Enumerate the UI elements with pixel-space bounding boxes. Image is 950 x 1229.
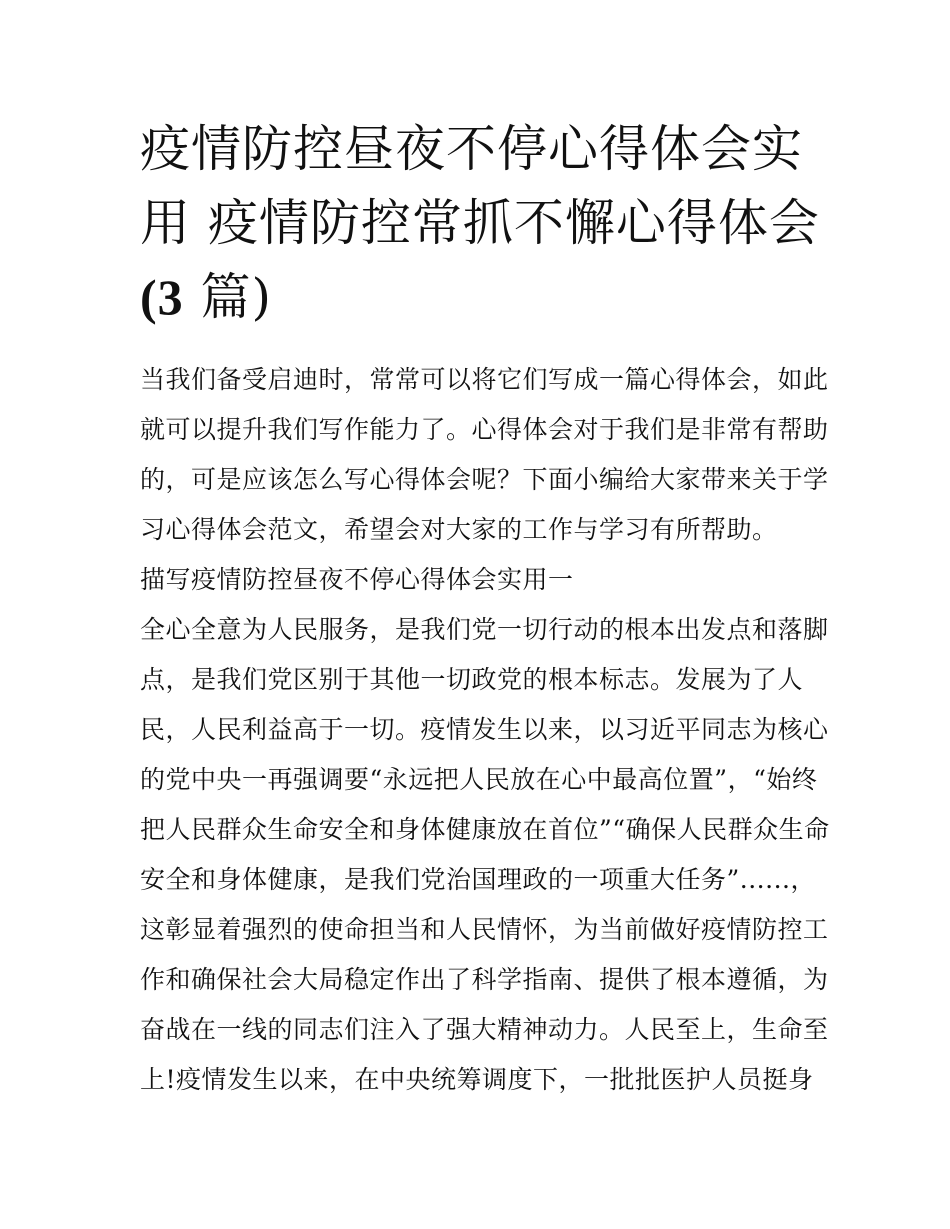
section-line: 安全和身体健康，是我们党治国理政的一项重大任务”......，: [140, 865, 816, 894]
intro-line: 习心得体会范文，希望会对大家的工作与学习有所帮助。: [140, 515, 778, 544]
section-line: 全心全意为人民服务，是我们党一切行动的根本出发点和落脚: [140, 615, 829, 644]
title-line-3: [140, 260, 820, 334]
section-line: 把人民群众生命安全和身体健康放在首位”“确保人民群众生命: [140, 815, 830, 844]
section-line: 点，是我们党区别于其他一切政党的根本标志。发展为了人: [140, 665, 804, 694]
section-heading: 描写疫情防控昼夜不停心得体会实用一: [140, 565, 574, 594]
section-line: 作和确保社会大局稳定作出了科学指南、提供了根本遵循，为: [140, 965, 829, 994]
intro-paragraph: [140, 355, 829, 555]
title-count-suffix: 篇): [183, 268, 273, 326]
section-line: 这彰显着强烈的使命担当和人民情怀，为当前做好疫情防控工: [140, 915, 829, 944]
intro-line: 当我们备受启迪时，常常可以将它们写成一篇心得体会，如此: [140, 365, 829, 394]
title-line-2: 用 疫情防控常抓不懈心得体会: [140, 194, 820, 252]
section-line: 的党中央一再强调要“永远把人民放在心中最高位置”，“始终: [140, 765, 818, 794]
document-title: [140, 112, 820, 334]
section-line: 民，人民利益高于一切。疫情发生以来，以习近平同志为核心: [140, 715, 829, 744]
title-line-1: 疫情防控昼夜不停心得体会实: [140, 120, 803, 178]
section-paragraph: [140, 605, 830, 1105]
intro-line: 的，可是应该怎么写心得体会呢？下面小编给大家带来关于学: [140, 465, 829, 494]
section-line: 奋战在一线的同志们注入了强大精神动力。人民至上，生命至: [140, 1015, 829, 1044]
intro-line: 就可以提升我们写作能力了。心得体会对于我们是非常有帮助: [140, 415, 829, 444]
document-body: [140, 355, 830, 1105]
title-count-prefix: (3: [140, 269, 184, 325]
section-line: 上!疫情发生以来，在中央统筹调度下，一批批医护人员挺身: [140, 1065, 814, 1094]
